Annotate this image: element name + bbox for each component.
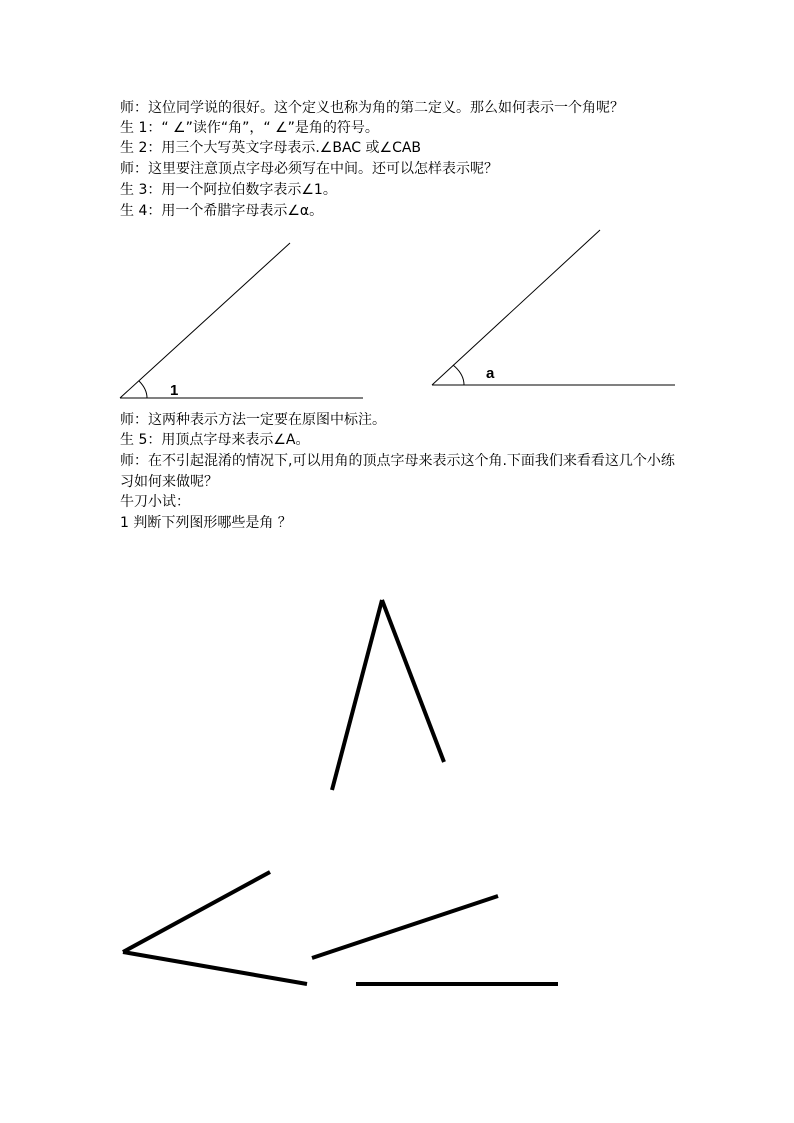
text-line-4: 师：这里要注意顶点字母必须写在中间。还可以怎样表示呢？ xyxy=(120,161,498,177)
text-line-10: 习如何来做呢？ xyxy=(120,474,218,490)
text-line-6: 生 4：用一个希腊字母表示∠α。 xyxy=(120,203,324,219)
text-line-12: 1 判断下列图形哪些是角 ？ xyxy=(120,515,292,531)
text-line-11: 牛刀小试： xyxy=(120,494,190,510)
text-line-7: 师：这两种表示方法一定要在原图中标注。 xyxy=(120,412,386,428)
text-line-5: 生 3：用一个阿拉伯数字表示∠1。 xyxy=(120,182,337,198)
text-line-1: 师：这位同学说的很好。这个定义也称为角的第二定义。那么如何表示一个角呢？ xyxy=(120,100,624,116)
angle-arc xyxy=(453,365,464,385)
angle-label-number: 1 xyxy=(170,382,179,399)
text-line-2: 生 1：“ ∠”读作“角”，“ ∠”是角的符号。 xyxy=(120,120,379,136)
angle-arc xyxy=(139,381,147,398)
text-line-9: 师：在不引起混淆的情况下,可以用角的顶点字母来表示这个角.下面我们来看看这几个小练 xyxy=(120,453,675,469)
angle-figure-greek xyxy=(432,230,675,385)
exercise-figure-separate-segments xyxy=(312,896,558,984)
exercise-figure-open-angle xyxy=(123,872,307,984)
angle-figure-number xyxy=(120,243,363,399)
text-line-8: 生 5：用顶点字母来表示∠A。 xyxy=(120,432,310,448)
exercise-figure-peak xyxy=(332,600,444,790)
angle-label-greek: a xyxy=(486,365,495,382)
text-line-3: 生 2：用三个大写英文字母表示.∠BAC 或∠CAB xyxy=(120,140,422,156)
